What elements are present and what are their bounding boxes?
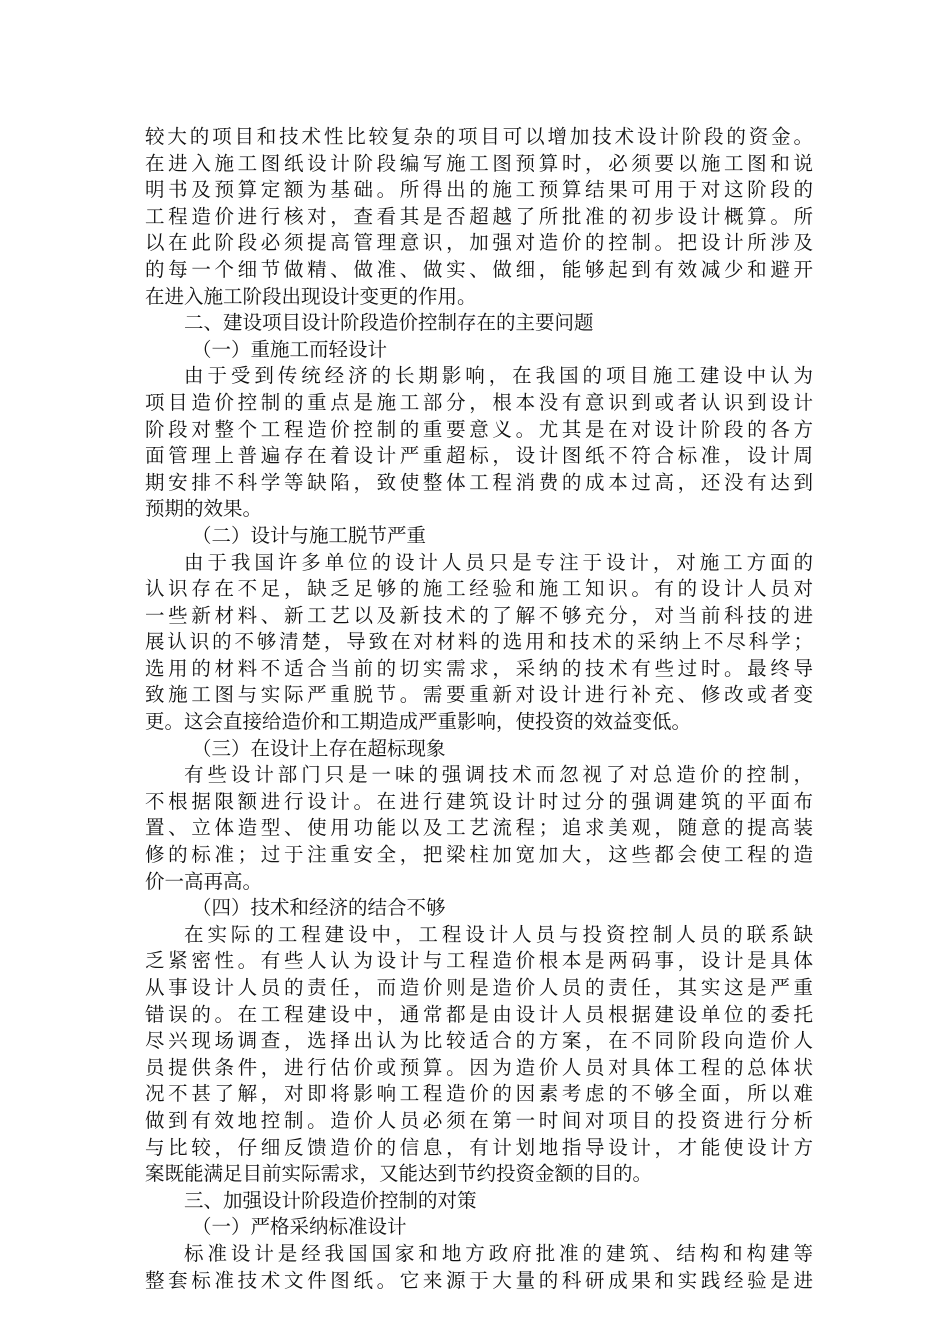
text-line: 不根据限额进行设计。在进行建筑设计时过分的强调建筑的平面布: [145, 789, 813, 813]
text-line: 一些新材料、新工艺以及新技术的了解不够充分，对当前科技的进: [145, 603, 813, 627]
paragraph-first-line: 由于我国许多单位的设计人员只是专注于设计，对施工方面的: [184, 550, 813, 574]
subsection-heading: （一）严格采纳标准设计: [192, 1215, 407, 1239]
text-line: 项目造价控制的重点是施工部分，根本没有意识到或者认识到设计: [145, 390, 813, 414]
text-line: 阶段对整个工程造价控制的重要意义。尤其是在对设计阶段的各方: [145, 417, 813, 441]
text-line: 况不甚了解，对即将影响工程造价的因素考虑的不够全面，所以难: [145, 1082, 813, 1106]
text-line: 选用的材料不适合当前的切实需求，采纳的技术有些过时。最终导: [145, 656, 813, 680]
section-heading: 三、加强设计阶段造价控制的对策: [184, 1188, 477, 1212]
subsection-heading: （一）重施工而轻设计: [192, 337, 388, 361]
section-heading: 二、建设项目设计阶段造价控制存在的主要问题: [184, 311, 594, 335]
text-line: 明书及预算定额为基础。所得出的施工预算结果可用于对这阶段的: [145, 178, 813, 202]
text-line: 员提供条件，进行估价或预算。因为造价人员对具体工程的总体状: [145, 1055, 813, 1079]
text-line: 展认识的不够清楚，导致在对材料的选用和技术的采纳上不尽科学；: [145, 630, 813, 654]
paragraph-last-line: 价一高再高。: [145, 869, 263, 893]
text-line: 做到有效地控制。造价人员必须在第一时间对项目的投资进行分析: [145, 1108, 813, 1132]
text-line: 从事设计人员的责任，而造价则是造价人员的责任，其实这是严重: [145, 976, 813, 999]
text-line: 错误的。在工程建设中，通常都是由设计人员根据建设单位的委托: [145, 1002, 813, 1026]
text-line: 整套标准技术文件图纸。它来源于大量的科研成果和实践经验是进: [145, 1268, 813, 1292]
text-line: 面管理上普遍存在着设计严重超标，设计图纸不符合标准，设计周: [145, 444, 813, 468]
text-line: 以在此阶段必须提高管理意识，加强对造价的控制。把设计所涉及: [145, 231, 813, 255]
subsection-heading: （四）技术和经济的结合不够: [192, 896, 446, 920]
paragraph-last-line: 在进入施工阶段出现设计变更的作用。: [145, 284, 477, 308]
text-line: 与比较，仔细反馈造价的信息，有计划地指导设计，才能使设计方: [145, 1135, 813, 1159]
text-line: 致施工图与实际严重脱节。需要重新对设计进行补充、修改或者变: [145, 683, 813, 707]
paragraph-last-line: 预期的效果。: [145, 497, 263, 521]
paragraph-first-line: 由于受到传统经济的长期影响，在我国的项目施工建设中认为: [184, 364, 813, 388]
paragraph-first-line: 有些设计部门只是一味的强调技术而忽视了对总造价的控制，: [184, 763, 813, 787]
text-line: 在进入施工图纸设计阶段编写施工图预算时，必须要以施工图和说: [145, 151, 813, 175]
text-line: 较大的项目和技术性比较复杂的项目可以增加技术设计阶段的资金。: [145, 125, 813, 148]
text-line: 修的标准；过于注重安全，把梁柱加宽加大，这些都会使工程的造: [145, 843, 813, 867]
paragraph-last-line: 更。这会直接给造价和工期造成严重影响，使投资的效益变低。: [145, 710, 692, 734]
document-body: [145, 124, 813, 1294]
paragraph-first-line: 标准设计是经我国国家和地方政府批准的建筑、结构和构建等: [184, 1241, 813, 1265]
text-line: 乏紧密性。有些人认为设计与工程造价根本是两码事，设计是具体: [145, 949, 813, 973]
text-line: 置、立体造型、使用功能以及工艺流程；追求美观，随意的提高装: [145, 816, 813, 840]
text-line: 期安排不科学等缺陷，致使整体工程消费的成本过高，还没有达到: [145, 470, 813, 494]
text-line: 工程造价进行核对，查看其是否超越了所批准的初步设计概算。所: [145, 204, 813, 228]
subsection-heading: （三）在设计上存在超标现象: [192, 736, 446, 760]
text-line: 的每一个细节做精、做准、做实、做细，能够起到有效减少和避开: [145, 257, 813, 281]
text-line: 尽兴现场调查，选择出认为比较适合的方案，在不同阶段向造价人: [145, 1029, 813, 1053]
paragraph-last-line: 案既能满足目前实际需求，又能达到节约投资金额的目的。: [145, 1162, 653, 1186]
paragraph-first-line: 在实际的工程建设中，工程设计人员与投资控制人员的联系缺: [184, 922, 813, 946]
text-line: 认识存在不足，缺乏足够的施工经验和施工知识。有的设计人员对: [145, 577, 813, 601]
subsection-heading: （二）设计与施工脱节严重: [192, 523, 427, 547]
